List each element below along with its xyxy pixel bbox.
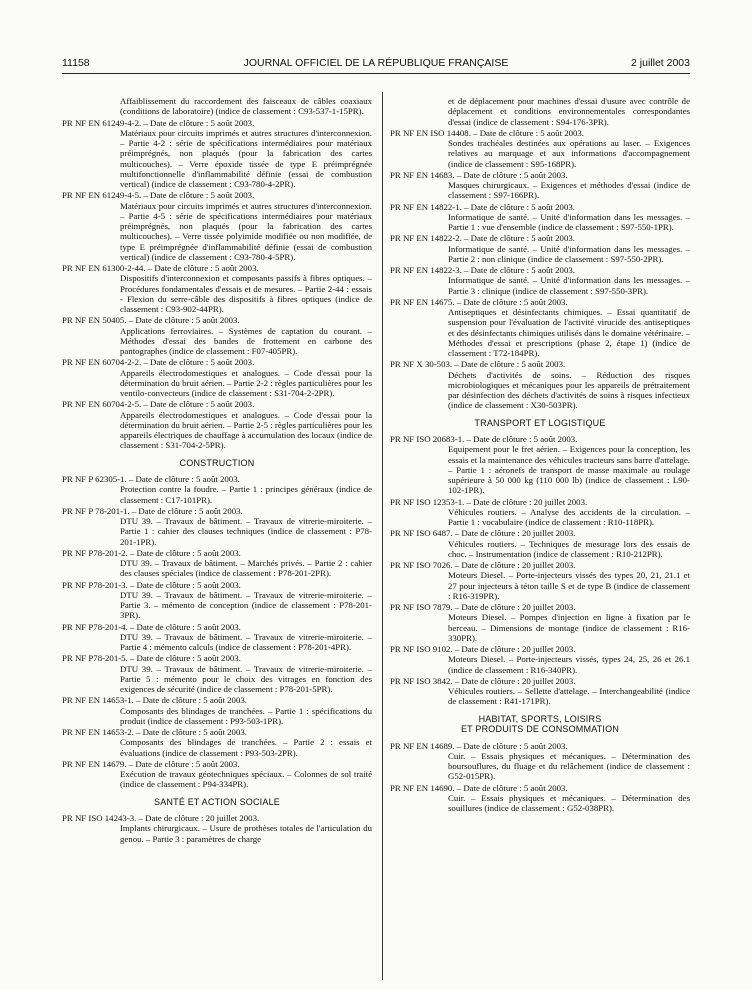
- entry-description: Composants des blindages de tranchées. – Partie 2 : essais et évaluations (indice de classement : P93-503-2PR).: [120, 737, 372, 758]
- standard-entry: [62, 118, 372, 190]
- entry-description: Dispositifs d'interconnexion et composants passifs à fibres optiques. – Procédures fondamentales d'essais et de mesures. – Partie 2-44 : essais - Flexion du serre-câble des dispositifs à fibres optiques (indice de classement : C93-902-44PR).: [120, 273, 372, 314]
- entry-reference: PR NF EN 14675. – Date de clôture : 5 août 2003.: [390, 296, 568, 307]
- entry-reference: PR NF EN 14822-2. – Date de clôture : 5 août 2003.: [390, 233, 575, 244]
- entry-description: DTU 39. – Travaux de bâtiment. – Travaux de vitrerie-miroiterie. – Partie 3. – mémento de conception (indice de classement : P78-201-3PR).: [120, 589, 372, 621]
- standard-entry: [62, 263, 372, 314]
- standard-entry: [62, 813, 372, 844]
- entry-description: Antiseptiques et désinfectants chimiques. – Essai quantitatif de suspension pour l'évaluation de l'activité virucide des antiseptiques et des désinfectants chimiques utilisés dans le domaine vétérinaire. – Méthodes d'essai et prescriptions (phase 2, étape 1) (indice de classement : T72-184PR).: [448, 307, 690, 358]
- standard-entry: [62, 357, 372, 398]
- standard-entry: [390, 741, 690, 782]
- entry-description: Matériaux pour circuits imprimés et autres structures d'interconnexion. – Partie 4-2 : série de spécifications intermédiaires pour matériaux préimprégnés, non plaqués (pour la fabrication des cartes multicouches). – Verre époxide tissée de type E préimprégnée multifonctionnelle d'inflammabilité définie (essai de combustion vertical) (indice de classement : C93-780-4-2PR).: [120, 127, 372, 189]
- standard-entry: [62, 695, 372, 726]
- section-heading-line: HABITAT, SPORTS, LOISIRS: [478, 713, 602, 724]
- entry-reference: PR NF P 62305-1. – Date de clôture : 5 août 2003.: [62, 474, 240, 484]
- entry-description: Informatique de santé. – Unité d'information dans les messages. – Partie 3 : clinique (indice de classement : S97-550-3PR).: [448, 275, 690, 296]
- entry-description: Informatique de santé. – Unité d'information dans les messages. – Partie 1 : vue d'ensemble (indice de classement : S97-550-1PR).: [448, 211, 690, 232]
- standard-entry: [390, 676, 690, 707]
- entry-description: Moteurs Diesel. – Porte-injecteurs vissés, types 24, 25, 26 et 26.1 (indice de classement : R16-340PR).: [448, 654, 690, 675]
- standard-entry: [62, 548, 372, 579]
- entry-description: Véhicules routiers. – Sellette d'attelage. – Interchangeabilité (indice de classement : R41-171PR).: [448, 686, 690, 707]
- entry-description: Véhicules routiers. – Techniques de mesurage lors des essais de choc. – Instrumentation (indice de classement : R10-212PR).: [448, 538, 690, 559]
- standard-entry: [62, 474, 372, 505]
- standard-entry: [390, 359, 690, 410]
- standard-entry: [390, 644, 690, 675]
- standard-entry: [390, 528, 690, 559]
- entry-reference: PR NF EN 60704-2-2. – Date de clôture : 5 août 2003.: [62, 357, 255, 368]
- entry-description: Implants chirurgicaux. – Usure de prothèses totales de l'articulation du genou. – Partie 3 : paramètres de charge: [120, 823, 372, 844]
- section-heading-line: ET PRODUITS DE CONSOMMATION: [460, 724, 620, 734]
- entry-description: Sondes trachéales destinées aux opérations au laser. – Exigences relatives au marquage et aux informations d'accompagnement (indice de classement : S95-168PR).: [448, 138, 690, 169]
- entry-description: DTU 39. – Travaux de bâtiment. – Marchés privés. – Partie 2 : cahier des clauses spéciales (indice de classement : P78-201-2PR).: [120, 558, 372, 579]
- entry-description: Exécution de travaux géotechniques spéciaux. – Colonnes de sol traité (indice de classement : P94-334PR).: [120, 769, 372, 790]
- entry-reference: PR NF X 30-503. – Date de clôture : 5 août 2003.: [390, 359, 566, 370]
- standard-entry: [390, 297, 690, 359]
- entry-reference: PR NF ISO 7026. – Date de clôture : 20 juillet 2003.: [390, 560, 576, 570]
- entry-description: Appareils électrodomestiques et analogues. – Code d'essai pour la détermination du bruit aérien. – Partie 2-2 : règles particulières pour les ventilo-convecteurs (indice de classement : S31-704-2-2PR).: [120, 367, 372, 398]
- entry-reference: PR NF ISO 20683-1. – Date de clôture : 5 août 2003.: [390, 434, 578, 444]
- entry-description: DTU 39. – Travaux de bâtiment. – Travaux de vitrerie-miroiterie. – Partie 5 : mémento pour le choix des vitrages en fonction des exigences de sécurité (indice de classement : P78-201-5PR).: [120, 663, 372, 694]
- publication-date: 2 juillet 2003: [631, 57, 690, 69]
- section-heading-sante: SANTÉ ET ACTION SOCIALE: [154, 796, 280, 807]
- entry-description: Véhicules routiers. – Analyse des accidents de la circulation. – Partie 1 : vocabulaire (indice de classement : R10-118PR).: [448, 506, 690, 527]
- entry-reference: PR NF EN 14683. – Date de clôture : 5 août 2003.: [390, 169, 568, 180]
- entry-list: [62, 474, 372, 790]
- section-heading-transport: TRANSPORT ET LOGISTIQUE: [474, 417, 606, 428]
- entry-description: Informatique de santé. – Unité d'information dans les messages. – Partie 2 : non clinique (indice de classement : S97-550-2PR).: [448, 243, 690, 264]
- section-heading-habitat: [390, 714, 690, 735]
- entry-reference: PR NF EN 14690. – Date de clôture : 5 août 2003.: [390, 782, 568, 793]
- standard-entry: [62, 506, 372, 547]
- entry-description: Moteurs Diesel. – Porte-injecteurs vissés des types 20, 21, 21.1 et 27 pour injecteurs à téton taille S et de type B (indice de classement : R16-319PR).: [448, 570, 690, 601]
- entry-reference: PR NF EN 50405. – Date de clôture : 5 août 2003.: [62, 315, 240, 326]
- entry-reference: PR NF P 78-201-1. – Date de clôture : 5 août 2003.: [62, 505, 243, 516]
- entry-reference: PR NF ISO 12353-1. – Date de clôture : 20 juillet 2003.: [390, 496, 588, 507]
- entry-reference: PR NF ISO 7879. – Date de clôture : 20 juillet 2003.: [390, 602, 576, 612]
- entry-reference: PR NF P78-201-2. – Date de clôture : 5 août 2003.: [62, 547, 241, 558]
- entry-reference: PR NF EN ISO 14408. – Date de clôture : 5 août 2003.: [390, 127, 584, 138]
- entry-description: DTU 39. – Travaux de bâtiment. – Travaux de vitrerie-miroiterie. – Partie 1 : cahier des clauses techniques (indice de classement : P78-201-1PR).: [120, 516, 372, 547]
- entry-reference: PR NF EN 61300-2-44. – Date de clôture : 5 août 2003.: [62, 263, 259, 273]
- standard-entry: [62, 653, 372, 694]
- standard-entry: [62, 580, 372, 621]
- standard-entry: [390, 602, 690, 643]
- continuation-text: Affaiblissement du raccordement des faisceaux de câbles coaxiaux (conditions de laboratoire) (indice de classement : C93-537-1-15PR).: [120, 96, 372, 117]
- continuation-text: et de déplacement pour machines d'essai d'usure avec contrôle de déplacement et conditions environnementales correspondantes d'essai (indice de classement : S94-176-3PR).: [448, 96, 690, 127]
- standard-entry: [62, 727, 372, 758]
- page-header: [62, 57, 690, 71]
- entry-description: Appareils électrodomestiques et analogues. – Code d'essai pour la détermination du bruit aérien. – Partie 2-5 : règles particulières pour les appareils électriques de chauffage à accumulation des locaux (indice de classement : S31-704-2-5PR).: [120, 409, 372, 451]
- standard-entry: [62, 315, 372, 356]
- entry-reference: PR NF EN 14822-1. – Date de clôture : 5 août 2003.: [390, 201, 575, 212]
- entry-reference: PR NF P78-201-5. – Date de clôture : 5 août 2003.: [62, 653, 241, 664]
- entry-reference: PR NF EN 61249-4-2. – Date de clôture : 5 août 2003.: [62, 117, 255, 128]
- entry-list: [390, 128, 690, 411]
- entry-list: [62, 118, 372, 451]
- entry-description: Protection contre la foudre. – Partie 1 : principes généraux (indice de classement : C17-101PR).: [120, 484, 372, 505]
- standard-entry: [390, 434, 690, 496]
- entry-reference: PR NF ISO 6487. – Date de clôture : 20 juillet 2003.: [390, 528, 576, 539]
- entry-description: Cuir. – Essais physiques et mécaniques. – Détermination des souillures (indice de classement : G52-038PR).: [448, 792, 690, 813]
- standard-entry: [390, 128, 690, 169]
- journal-title: JOURNAL OFFICIEL DE LA RÉPUBLIQUE FRANÇAISE: [243, 57, 509, 69]
- standard-entry: [390, 497, 690, 528]
- standard-entry: [62, 759, 372, 790]
- entry-description: Masques chirurgicaux. – Exigences et méthodes d'essai (indice de classement : S97-166PR).: [448, 180, 690, 201]
- entry-description: Matériaux pour circuits imprimés et autres structures d'interconnexion. – Partie 4-5 : série de spécifications intermédiaires pour matériaux préimprégnés, non plaqués (pour la fabrication des cartes multicouches). – Verre tissée polyimide modifiée ou non modifiée, de type E préimprégnée d'inflammabilité définie (essai de combustion vertical) (indice de classement : C93-780-4-5PR).: [120, 200, 372, 262]
- standard-entry: [390, 560, 690, 601]
- entry-description: Cuir. – Essais physiques et mécaniques. – Détermination des boursouflures, du fluage et du relâchement (indice de classement : G52-015PR).: [448, 750, 690, 782]
- standard-entry: [390, 265, 690, 296]
- standard-entry: [390, 202, 690, 233]
- entry-reference: PR NF ISO 3842. – Date de clôture : 20 juillet 2003.: [390, 675, 576, 686]
- page-number: 11158: [62, 57, 90, 69]
- standard-entry: [390, 233, 690, 264]
- standard-entry: [390, 783, 690, 814]
- entry-reference: PR NF EN 61249-4-5. – Date de clôture : 5 août 2003.: [62, 190, 255, 201]
- section-heading-construction: CONSTRUCTION: [179, 457, 255, 468]
- left-column: [62, 96, 372, 845]
- entry-reference: PR NF EN 14679. – Date de clôture : 5 août 2003.: [62, 758, 240, 769]
- standard-entry: [390, 170, 690, 201]
- entry-reference: PR NF EN 14822-3. – Date de clôture : 5 août 2003.: [390, 265, 575, 275]
- entry-reference: PR NF EN 60704-2-5. – Date de clôture : 5 août 2003.: [62, 399, 255, 410]
- entry-list: [390, 434, 690, 707]
- standard-entry: [62, 399, 372, 450]
- standard-entry: [62, 622, 372, 653]
- entry-reference: PR NF EN 14689. – Date de clôture : 5 août 2003.: [390, 740, 568, 751]
- entry-description: Déchets d'activités de soins. – Réduction des risques microbiologiques et mécaniques pour les appareils de prétraitement par désinfection des déchets d'activités de soins à risques infectieux (indice de classement : X30-503PR).: [448, 369, 690, 411]
- entry-description: Applications ferroviaires. – Systèmes de captation du courant. – Méthodes d'essai des bandes de frottement en carbone des pantographes (indice de classement : F07-405PR).: [120, 325, 372, 356]
- entry-reference: PR NF EN 14653-2. – Date de clôture : 5 août 2003.: [62, 727, 247, 737]
- entry-reference: PR NF P78-201-4. – Date de clôture : 5 août 2003.: [62, 621, 241, 632]
- standard-entry: [62, 190, 372, 262]
- right-column: [390, 96, 690, 814]
- entry-list: [62, 813, 372, 844]
- header-rule: [62, 73, 690, 74]
- entry-reference: PR NF P78-201-3. – Date de clôture : 5 août 2003.: [62, 579, 241, 590]
- entry-description: Composants des blindages de tranchées. – Partie 1 : spécifications du produit (indice de classement : P93-503-1PR).: [120, 705, 372, 726]
- entry-description: DTU 39. – Travaux de bâtiment. – Travaux de vitrerie-miroiterie. – Partie 4 : mémento calculs (indice de classement : P78-201-4PR).: [120, 631, 372, 652]
- entry-reference: PR NF ISO 14243-3. – Date de clôture : 20 juillet 2003.: [62, 813, 260, 823]
- entry-description: Moteurs Diesel. – Pompes d'injection en ligne à fixation par le berceau. – Dimensions de montage (indice de classement : R16-330PR).: [448, 612, 690, 643]
- entry-list: [390, 741, 690, 814]
- entry-reference: PR NF EN 14653-1. – Date de clôture : 5 août 2003.: [62, 695, 247, 706]
- column-divider: [382, 92, 383, 980]
- entry-reference: PR NF ISO 9102. – Date de clôture : 20 juillet 2003.: [390, 644, 576, 654]
- entry-description: Equipement pour le fret aérien. – Exigences pour la conception, les essais et la maintenance des véhicules tracteurs sans barre d'attelage. – Partie 1 : aéronefs de transport de masse maximale au roulage supérieure à 50 000 kg (110 000 lb) (indice de classement : L90-102-1PR).: [448, 444, 690, 496]
